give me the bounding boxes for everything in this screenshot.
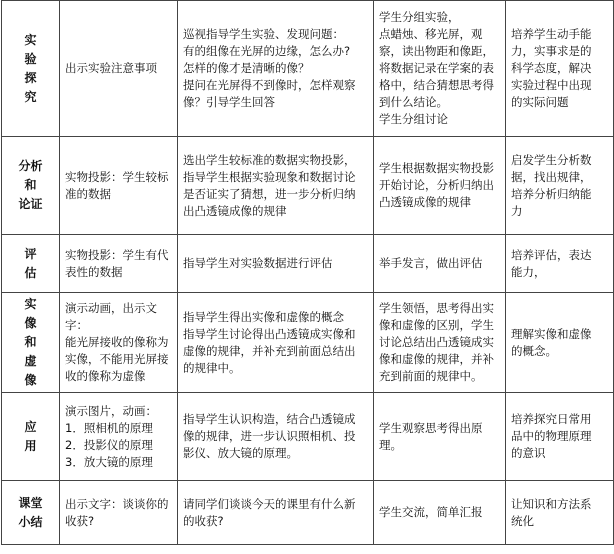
cell-text-line: 出凸透镜成像的规律	[183, 203, 287, 218]
cell-text-line: 2．投影仪的原理	[65, 437, 153, 452]
teacher-activity-cell	[178, 137, 374, 235]
cell-text-line: 统化	[511, 513, 534, 528]
student-activity-cell	[374, 481, 506, 545]
teacher-content-cell	[60, 137, 178, 235]
lesson-plan-table	[1, 0, 614, 545]
cell-text-line: 像和虚像的区别，学生	[379, 318, 494, 332]
cell-text-line: 像	[24, 373, 37, 387]
cell-text-line: 培养探究日常用	[511, 412, 592, 426]
cell-text-line: 学生观察思考得出原	[379, 420, 483, 435]
cell-text-line: 表性的数据	[65, 264, 123, 279]
table-row	[2, 481, 614, 545]
cell-text-line: 开始讨论，分析归纳出	[379, 178, 494, 192]
teacher-activity-cell	[178, 1, 374, 137]
cell-text-line: 和	[24, 178, 37, 192]
cell-text-line: 课堂	[18, 495, 43, 510]
cell-text-line: 的实际问题	[511, 95, 569, 109]
cell-text-line: 收获?	[65, 513, 95, 528]
cell-text-line: 学生交流，简单汇报	[379, 505, 483, 519]
cell-text-line: 点蜡烛、移光屏，观	[379, 27, 483, 41]
cell-text-line: 的规律中。	[183, 360, 241, 375]
student-activity-cell	[374, 293, 506, 393]
cell-text-line: 实验过程中出现	[511, 78, 592, 92]
cell-text-line: 将数据记录在学案的表	[379, 61, 494, 75]
stage-cell	[2, 293, 60, 393]
cell-text-line: 用	[24, 438, 37, 453]
table-row	[2, 1, 614, 137]
cell-text-line: 举手发言，做出评估	[379, 256, 483, 270]
cell-text-line: 察，读出物距和像距，	[379, 44, 494, 58]
table-row	[2, 393, 614, 481]
cell-text-line: 提问在光屏得不到像时，怎样观察	[183, 78, 356, 92]
cell-text-line: 力	[511, 203, 523, 218]
cell-text-line: 理解实像和虚像	[511, 326, 592, 341]
cell-text-line: 1．照相机的原理	[65, 420, 153, 435]
lesson-plan-body	[2, 1, 614, 545]
cell-text-line: 指导学生对实验数据进行评估	[183, 256, 333, 270]
cell-text-line: 力，实事求是的	[511, 44, 592, 58]
cell-text-line: 验	[24, 51, 37, 66]
design-intent-cell	[506, 393, 614, 481]
cell-text-line: 演示动画，出示文	[65, 301, 157, 315]
cell-text-line: 像的规律，进一步认识照相机、投	[183, 429, 356, 443]
cell-text-line: 实物投影：学生较标	[65, 169, 169, 184]
teacher-activity-cell	[178, 481, 374, 545]
teacher-content-cell	[60, 293, 178, 393]
design-intent-cell	[506, 235, 614, 293]
cell-text-line: 影仪、放大镜的原理。	[183, 446, 298, 460]
cell-text-line: 选出学生较标准的数据实物投影，	[183, 152, 356, 167]
cell-text-line: 实像，不能用光屏接	[65, 352, 169, 366]
cell-text-line: 请同学们谈谈今天的课里有什么新	[183, 496, 356, 511]
cell-text-line: 评	[24, 246, 37, 261]
cell-text-line: 3．放大镜的原理	[65, 454, 153, 469]
student-activity-cell	[374, 393, 506, 481]
stage-cell	[2, 137, 60, 235]
teacher-content-cell	[60, 481, 178, 545]
design-intent-cell	[506, 137, 614, 235]
teacher-content-cell	[60, 1, 178, 137]
cell-text-line: 的概念。	[511, 343, 557, 358]
stage-cell	[2, 1, 60, 137]
cell-text-line: 和	[24, 335, 37, 349]
cell-text-line: 应	[24, 419, 37, 434]
cell-text-line: 启发学生分析数	[511, 152, 592, 167]
cell-text-line: 到什么结论。	[379, 95, 448, 109]
cell-text-line: 凸透镜成像的规律	[379, 195, 471, 209]
cell-text-line: 探	[24, 70, 37, 85]
student-activity-cell	[374, 1, 506, 137]
cell-text-line: 科学态度，解决	[511, 61, 592, 75]
stage-cell	[2, 235, 60, 293]
cell-text-line: 的收获?	[183, 513, 224, 528]
student-activity-cell	[374, 235, 506, 293]
cell-text-line: 学生根据数据实物投影	[379, 161, 494, 175]
design-intent-cell	[506, 1, 614, 137]
cell-text-line: 让知识和方法系	[511, 496, 592, 511]
table-row	[2, 293, 614, 393]
cell-text-line: 实物投影：学生有代	[65, 247, 169, 262]
cell-text-line: 培养评估，表达	[511, 247, 592, 262]
teacher-content-cell	[60, 393, 178, 481]
cell-text-line: 培养分析归纳能	[511, 186, 592, 201]
cell-text-line: 虚像的规律，并补充到前面总结出	[183, 343, 356, 358]
cell-text-line: 指导学生得出实像和虚像的概念	[183, 309, 344, 324]
cell-text-line: 的意识	[511, 446, 546, 460]
cell-text-line: 学生分组讨论	[379, 112, 448, 126]
stage-cell	[2, 481, 60, 545]
cell-text-line: 指导学生认识构造，结合凸透镜成	[183, 412, 356, 426]
cell-text-line: 据，找出规律，	[511, 169, 592, 184]
cell-text-line: 怎样的像才是清晰的像？	[183, 61, 310, 75]
cell-text-line: 究	[24, 89, 37, 104]
teacher-activity-cell	[178, 293, 374, 393]
cell-text-line: 学生分组实验，	[379, 10, 460, 24]
design-intent-cell	[506, 293, 614, 393]
cell-text-line: 像？引导学生回答	[183, 95, 275, 109]
cell-text-line: 准的数据	[65, 186, 111, 201]
cell-text-line: 收的像称为虚像	[65, 369, 146, 383]
cell-text-line: 像和虚像的规律，并补	[379, 352, 494, 366]
cell-text-line: 指导学生讨论得出凸透镜成实像和	[183, 326, 356, 341]
cell-text-line: 品中的物理原理	[511, 429, 592, 443]
cell-text-line: 讨论总结出凸透镜成实	[379, 335, 494, 349]
cell-text-line: 能力，	[511, 264, 546, 279]
teacher-activity-cell	[178, 393, 374, 481]
teacher-activity-cell	[178, 235, 374, 293]
table-row	[2, 235, 614, 293]
cell-text-line: 估	[24, 265, 37, 280]
table-row	[2, 137, 614, 235]
cell-text-line: 指导学生根据实验现象和数据讨论	[183, 169, 356, 184]
cell-text-line: 出示文字：谈谈你的	[65, 496, 169, 511]
cell-text-line: 充到前面的规律中。	[379, 369, 483, 383]
design-intent-cell	[506, 481, 614, 545]
cell-text-line: 格中，结合猜想思考得	[379, 78, 494, 92]
stage-cell	[2, 393, 60, 481]
cell-text-line: 巡视指导学生实验、发现问题：	[183, 27, 344, 41]
cell-text-line: 小结	[18, 514, 43, 529]
cell-text-line: 虚	[24, 354, 37, 368]
cell-text-line: 理。	[379, 437, 402, 452]
cell-text-line: 学生领悟，思考得出实	[379, 301, 494, 315]
cell-text-line: 论证	[18, 197, 43, 211]
cell-text-line: 字：	[65, 318, 88, 332]
cell-text-line: 能光屏接收的像称为	[65, 335, 169, 349]
cell-text-line: 是否证实了猜想，进一步分析归纳	[183, 186, 356, 201]
cell-text-line: 演示图片，动画：	[65, 403, 157, 418]
cell-text-line: 出示实验注意事项	[65, 61, 157, 75]
teacher-content-cell	[60, 235, 178, 293]
cell-text-line: 实	[24, 32, 37, 47]
cell-text-line: 像	[24, 316, 37, 330]
cell-text-line: 培养学生动手能	[511, 27, 592, 41]
cell-text-line: 分析	[18, 159, 43, 173]
cell-text-line: 实	[24, 297, 37, 311]
cell-text-line: 有的组像在光屏的边缘，怎么办?	[183, 44, 351, 58]
student-activity-cell	[374, 137, 506, 235]
